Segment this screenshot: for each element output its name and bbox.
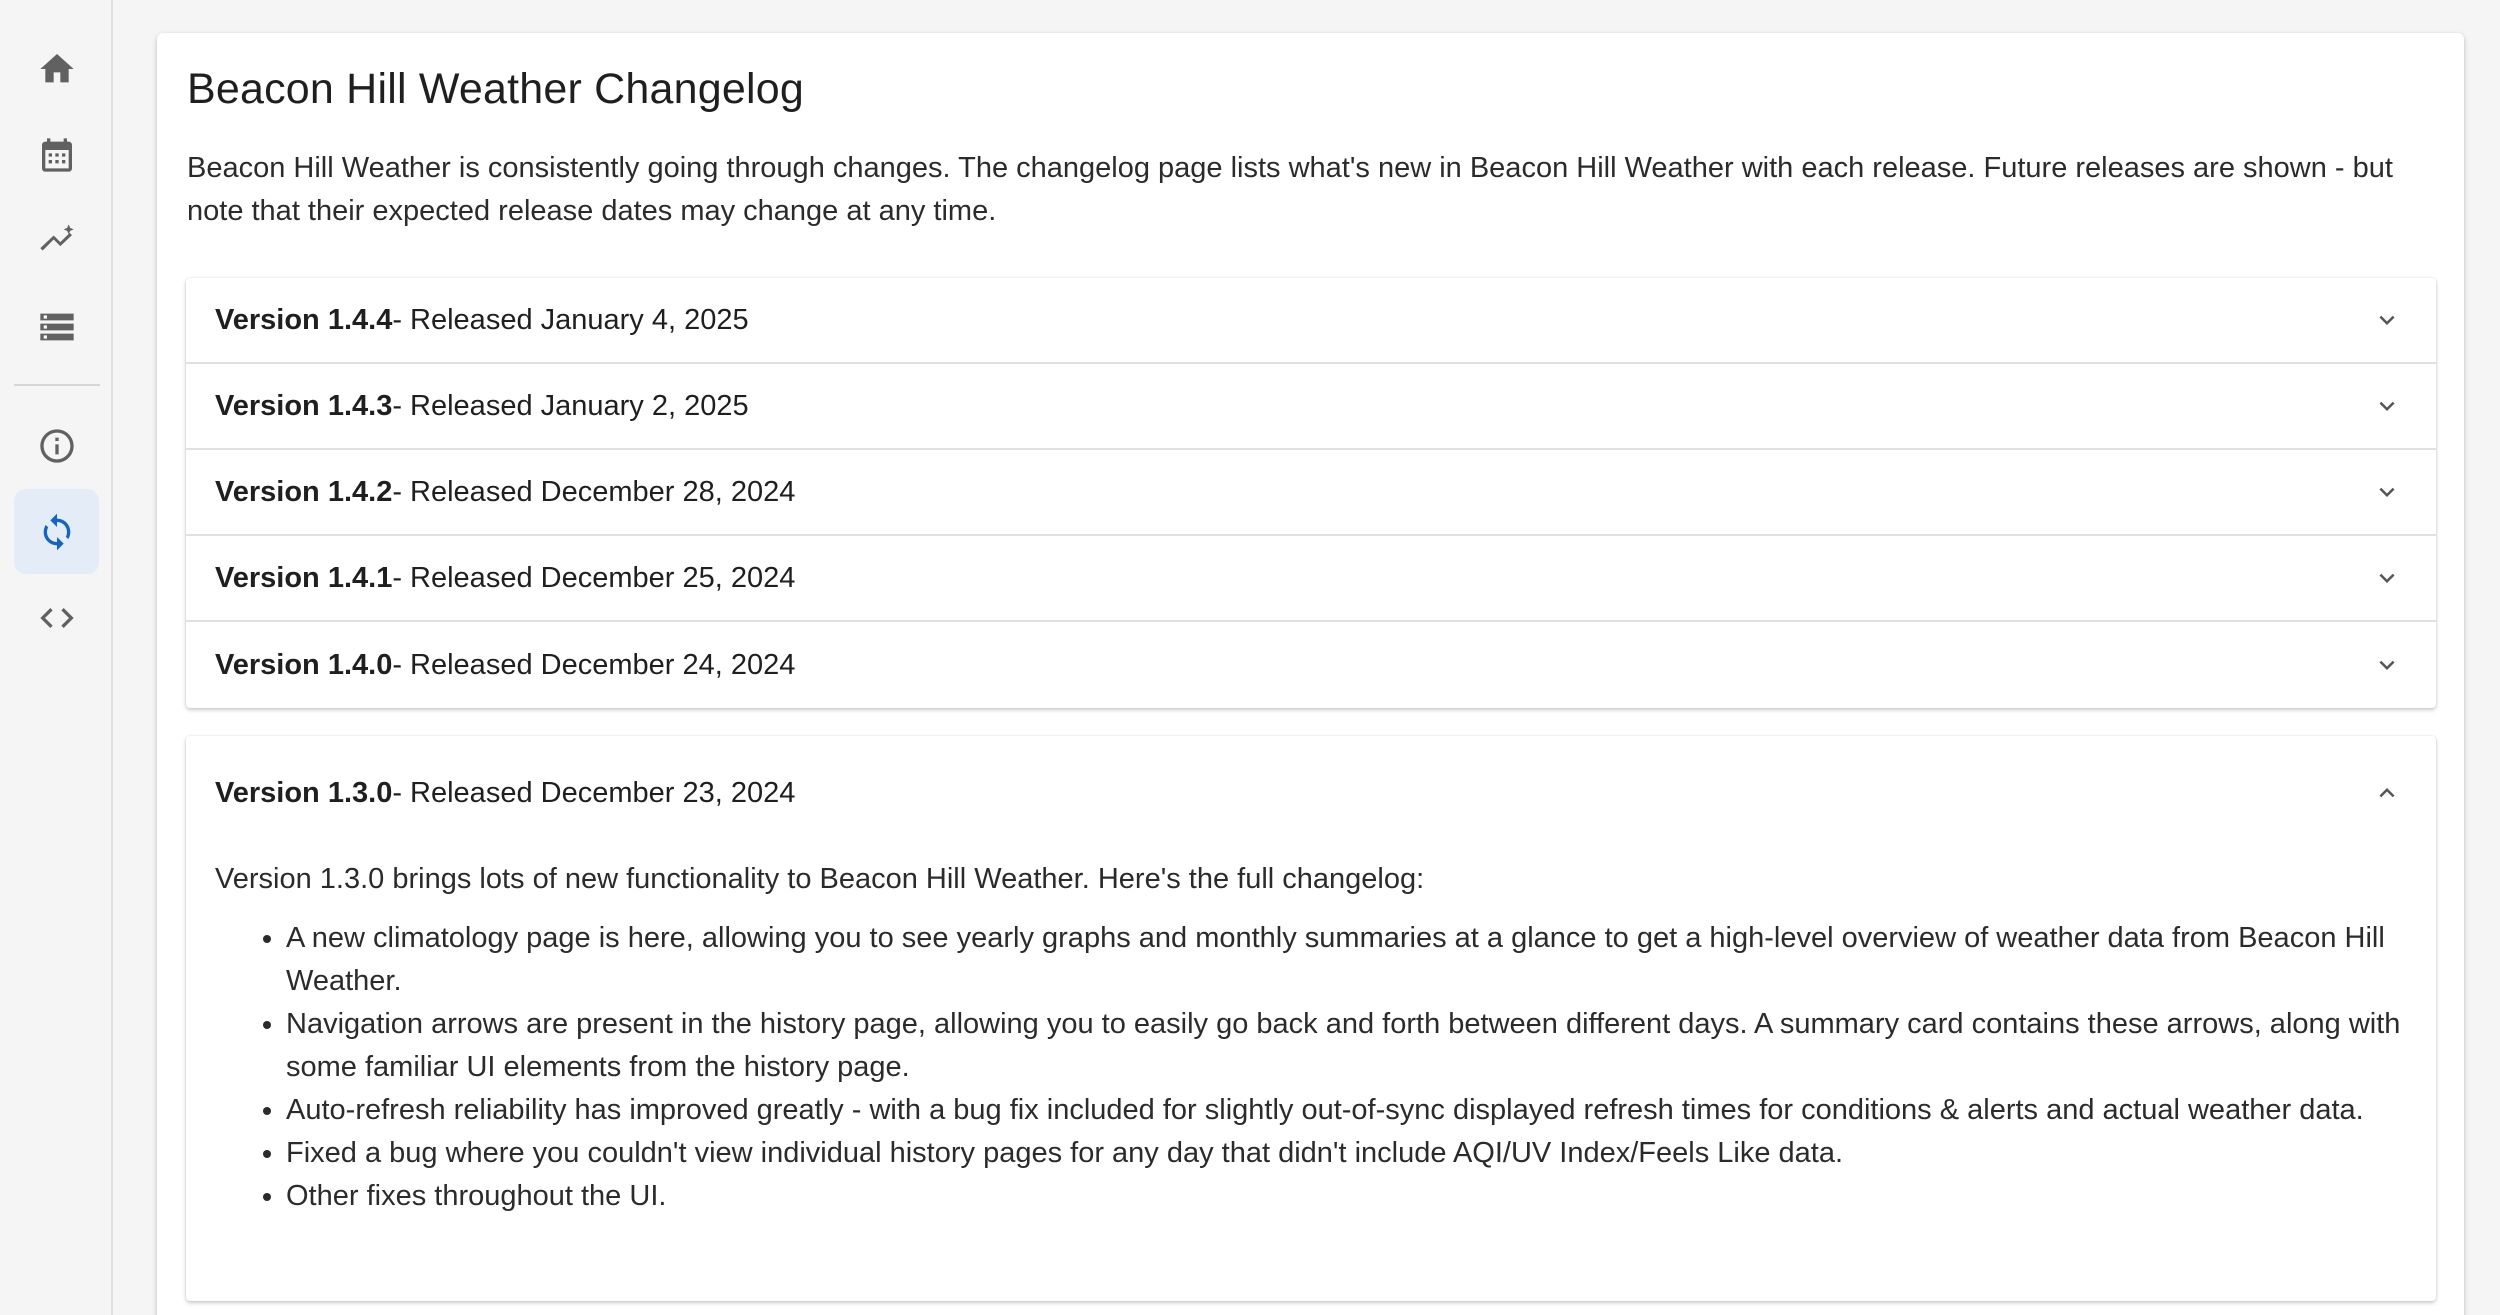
sidebar-item-source[interactable] [14,575,99,660]
intro-text: Beacon Hill Weather is consistently going through changes. The changelog page lists what's new in Beacon Hill Weather with each release. Future releases are shown - but note that their expected release dates may change at any time. [187,152,2393,227]
sidebar-rail [0,0,113,1315]
release-summary: Version 1.3.0 brings lots of new functionality to Beacon Hill Weather. Here's the full changelog: [215,863,1425,895]
release-row-1-4-1[interactable] [186,536,2436,622]
collapsed-releases [186,278,2436,708]
release-version: Version 1.3.0 [215,776,393,809]
info-icon [37,426,77,466]
sidebar-item-home[interactable] [14,26,99,111]
release-date: - Released December 28, 2024 [392,475,796,508]
release-version: Version 1.4.2 [215,475,393,508]
chevron-down-icon[interactable] [2372,563,2402,593]
chevron-down-icon[interactable] [2372,650,2402,680]
sidebar-divider [14,384,100,386]
release-date: - Released January 2, 2025 [392,389,749,422]
release-accordion [186,278,2436,1301]
changelog-card [157,33,2464,1315]
release-version: Version 1.4.4 [215,303,393,336]
release-row-1-4-2[interactable] [186,450,2436,536]
calendar-icon [37,135,77,175]
sidebar-item-calendar[interactable] [14,112,99,197]
changelog-item: • Other fixes throughout the UI. [286,1175,2407,1218]
chevron-down-icon[interactable] [2372,305,2402,335]
chevron-down-icon[interactable] [2372,391,2402,421]
changelog-item: • Auto-refresh reliability has improved greatly - with a bug fix included for slightly out-of-sync displayed refresh times for conditions & alerts and actual weather data. [286,1089,2407,1132]
chevron-up-icon[interactable] [2372,778,2402,808]
code-icon [37,598,77,638]
release-version: Version 1.4.1 [215,561,393,594]
release-date: - Released December 25, 2024 [392,561,796,594]
release-date: - Released January 4, 2025 [392,303,749,336]
changelog-list [215,917,2407,1218]
sidebar-item-changelog[interactable] [14,489,99,574]
expanded-release-1-3-0 [186,736,2436,1301]
chevron-down-icon[interactable] [2372,477,2402,507]
release-date: - Released December 24, 2024 [392,648,796,681]
release-date: - Released December 23, 2024 [392,776,796,809]
release-row-1-4-0[interactable] [186,622,2436,708]
page-title: Beacon Hill Weather Changelog [187,65,804,113]
sidebar-item-records[interactable] [14,284,99,369]
changelog-item: • Fixed a bug where you couldn't view individual history pages for any day that didn't include AQI/UV Index/Feels Like data. [286,1132,2407,1175]
release-row-1-3-0[interactable] [186,736,2436,850]
release-version: Version 1.4.3 [215,389,393,422]
sidebar-item-trends[interactable] [14,198,99,283]
changelog-item: • Navigation arrows are present in the history page, allowing you to easily go back and forth between different days. A summary card contains these arrows, along with some familiar UI elements from the history page. [286,1003,2407,1089]
list-icon [37,307,77,347]
sync-icon [37,512,77,552]
release-row-1-4-3[interactable] [186,364,2436,450]
changelog-item: • A new climatology page is here, allowing you to see yearly graphs and monthly summaries at a glance to get a high-level overview of weather data from Beacon Hill Weather. [286,917,2407,1003]
release-version: Version 1.4.0 [215,648,393,681]
home-icon [37,49,77,89]
trending-icon [37,221,77,261]
release-row-1-4-4[interactable] [186,278,2436,364]
sidebar-item-about[interactable] [14,403,99,488]
release-details [186,858,2436,1218]
